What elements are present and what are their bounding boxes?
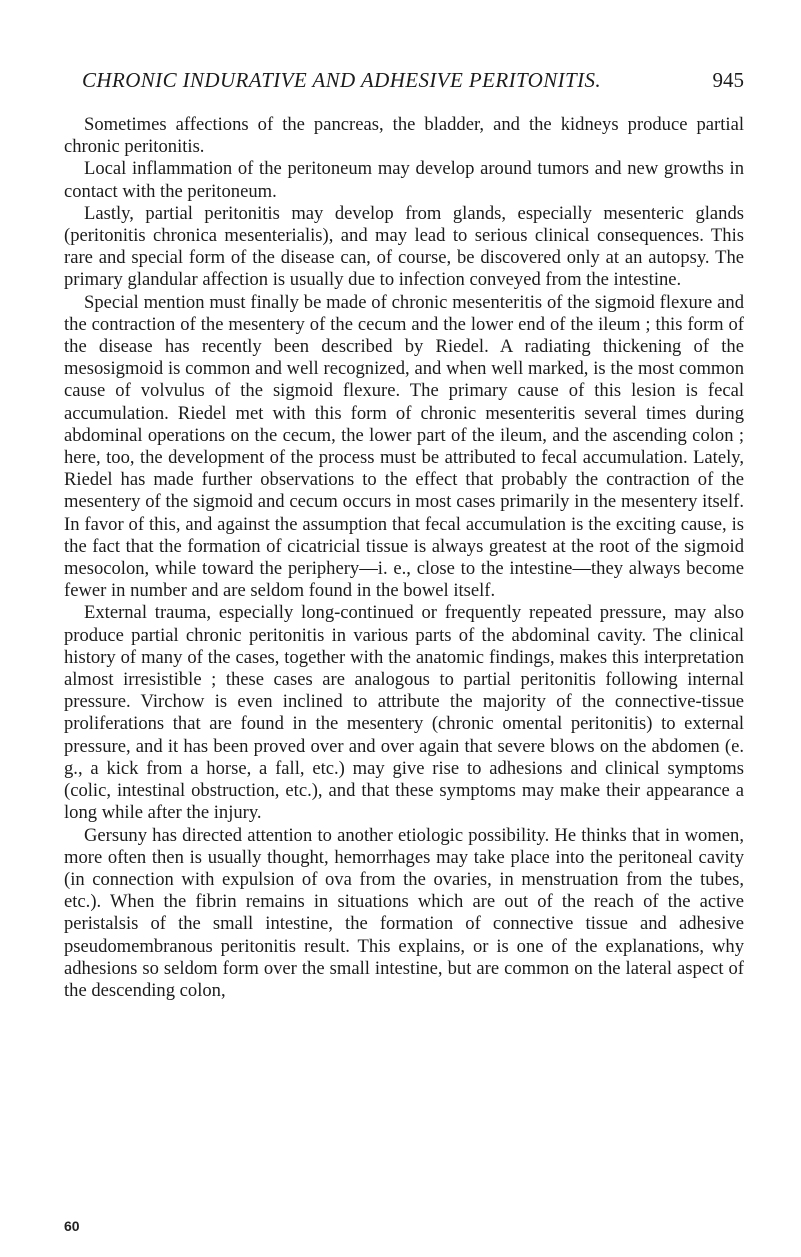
signature-mark: 60 bbox=[64, 1218, 80, 1234]
page-header bbox=[64, 68, 744, 98]
paragraph-mesenteritis: Special mention must finally be made of chronic mesenteritis of the sigmoid flexure and the contraction of the mesentery of the cecum and the lower end of the ileum ; this form of the disease has recently been described by Riedel. A radiating thickening of the mesosigmoid is common and well recognized, and when well marked, is the most common cause of volvulus of the sigmoid flexure. The primary cause of this lesion is fecal accumulation. Riedel met with this form of chronic mesenteritis several times during abdominal operations on the cecum, the lower part of the ileum, and the ascending colon ; here, too, the development of the process must be attributed to fecal accumulation. Lately, Riedel has made further observations to the effect that probably the contraction of the mesentery of the sigmoid and cecum occurs in most cases primarily in the mesentery itself. In favor of this, and against the assumption that fecal accumulation is the exciting cause, is the fact that the formation of cicatricial tissue is always greatest at the root of the sigmoid mesocolon, while toward the periphery—i. e., close to the intestine—they always become fewer in number and are seldom found in the bowel itself. bbox=[64, 291, 744, 602]
paragraph-local-inflammation: Local inflammation of the peritoneum may develop around tumors and new growths in contact with the peritoneum. bbox=[64, 158, 744, 202]
page-number: 945 bbox=[712, 68, 744, 92]
paragraph-external-trauma: External trauma, especially long-continued or frequently repeated pressure, may also produce partial chronic peritonitis in various parts of the abdominal cavity. The clinical history of many of the cases, together with the anatomic findings, makes this interpretation almost irresistible ; these cases are analogous to partial peritonitis following internal pressure. Virchow is even inclined to attribute the majority of the connective-tissue proliferations that are found in the mesentery (chronic omental peritonitis) to external pressure, and it has been proved over and over again that severe blows on the abdomen (e. g., a kick from a horse, a fall, etc.) may give rise to adhesions and clinical symptoms (colic, intestinal obstruction, etc.), and that these symptoms may make their appearance a long while after the injury. bbox=[64, 602, 744, 824]
paragraph-glands: Lastly, partial peritonitis may develop from glands, especially mesenteric glands (peritonitis chronica mesenterialis), and may lead to serious clinical consequences. This rare and special form of the disease can, of course, be discovered only at an autopsy. The primary glandular affection is usually due to infection conveyed from the intestine. bbox=[64, 202, 744, 291]
paragraph-pancreas-bladder: Sometimes affections of the pancreas, the bladder, and the kidneys produce partial chronic peritonitis. bbox=[64, 114, 744, 158]
paragraph-gersuny: Gersuny has directed attention to another etiologic possibility. He thinks that in women, more often then is usually thought, hemorrhages may take place into the peritoneal cavity (in connection with expulsion of ova from the ovaries, in menstruation from the tubes, etc.). When the fibrin remains in situations which are out of the reach of the active peristalsis of the small intestine, the formation of connective tissue and adhesive pseudomembranous peritonitis result. This explains, or is one of the explanations, why adhesions so seldom form over the small intestine, but are common on the lateral aspect of the descending colon, bbox=[64, 824, 744, 1001]
running-head: CHRONIC INDURATIVE AND ADHESIVE PERITONITIS. bbox=[82, 68, 602, 92]
body-text bbox=[64, 114, 744, 1002]
